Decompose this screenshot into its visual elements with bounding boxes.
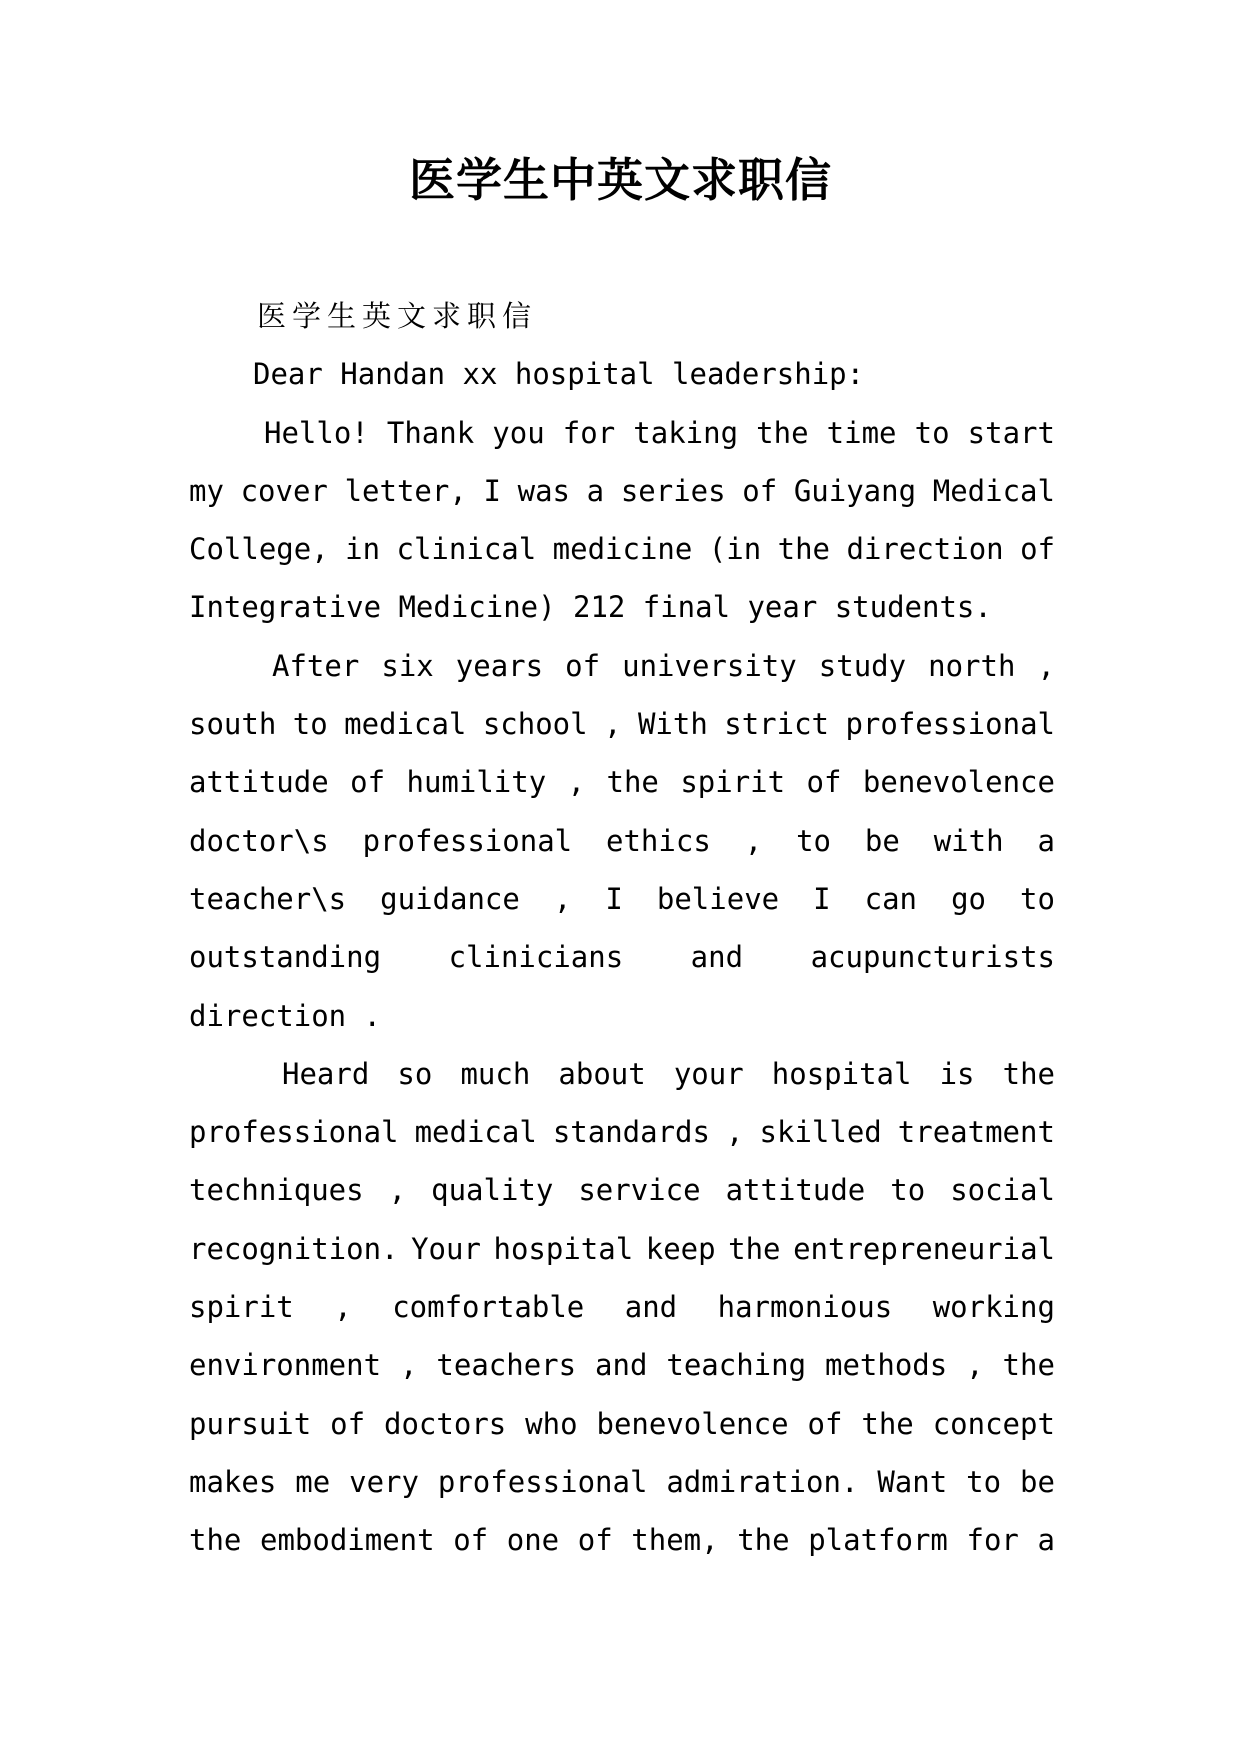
body-paragraph bbox=[189, 1045, 1055, 1570]
paragraph-line: makes me very professional admiration. Want to be bbox=[189, 1464, 1055, 1499]
letter-salutation: Dear Handan xx hospital leadership: bbox=[253, 357, 865, 392]
paragraph-line: teacher\s guidance , I believe I can go to bbox=[189, 881, 1055, 916]
letter-body bbox=[189, 287, 1055, 1570]
paragraph-line: attitude of humility , the spirit of benevolence bbox=[189, 765, 1055, 800]
paragraph-line: After six years of university study north , bbox=[272, 648, 1055, 683]
letter-paragraphs bbox=[189, 404, 1055, 1570]
paragraph-line: the embodiment of one of them, the platform for a bbox=[189, 1523, 1055, 1558]
paragraph-line: environment , teachers and teaching methods , the bbox=[189, 1348, 1055, 1383]
paragraph-line: Integrative Medicine) 212 final year students. bbox=[189, 590, 992, 625]
paragraph-line: pursuit of doctors who benevolence of the concept bbox=[189, 1406, 1055, 1441]
paragraph-line: College, in clinical medicine (in the direction of bbox=[189, 532, 1055, 567]
paragraph-line: spirit , comfortable and harmonious working bbox=[189, 1290, 1055, 1325]
paragraph-line: doctor\s professional ethics , to be with a bbox=[189, 823, 1055, 858]
letter-subtitle: 医学生英文求职信 bbox=[257, 299, 538, 333]
paragraph-line: Hello! Thank you for taking the time to start bbox=[264, 415, 1055, 450]
body-paragraph bbox=[189, 404, 1055, 637]
document-title: 医学生中英文求职信 bbox=[409, 153, 832, 207]
paragraph-line: professional medical standards , skilled treatment bbox=[189, 1115, 1055, 1150]
paragraph-line: techniques , quality service attitude to social bbox=[189, 1173, 1055, 1208]
paragraph-line: recognition. Your hospital keep the entrepreneurial bbox=[189, 1231, 1055, 1266]
paragraph-line: outstanding clinicians and acupuncturists bbox=[189, 940, 1055, 975]
paragraph-line: south to medical school , With strict professional bbox=[189, 707, 1055, 742]
paragraph-line: direction . bbox=[189, 998, 381, 1033]
paragraph-line: my cover letter, I was a series of Guiyang Medical bbox=[189, 473, 1055, 508]
paragraph-line: Heard so much about your hospital is the bbox=[282, 1056, 1055, 1091]
body-paragraph bbox=[189, 637, 1055, 1045]
